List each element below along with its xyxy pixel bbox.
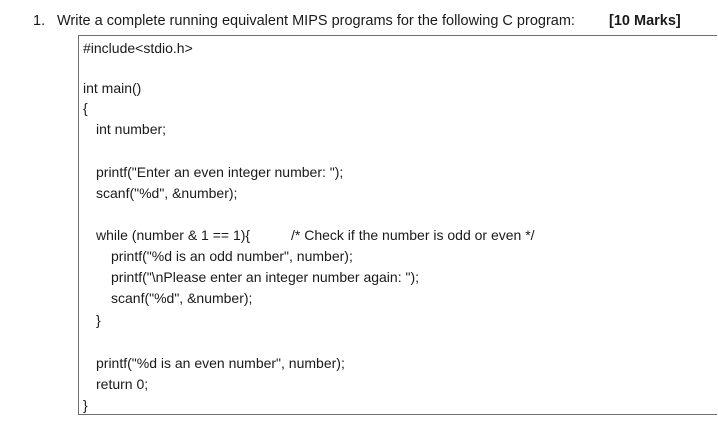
code-scanf-first: scanf("%d", &number); — [96, 185, 238, 201]
code-box — [78, 35, 717, 415]
code-open-brace: { — [83, 100, 88, 116]
code-while-header: while (number & 1 == 1){ — [96, 227, 251, 243]
code-include: #include<stdio.h> — [83, 40, 193, 56]
question-header — [0, 10, 718, 32]
code-printf-again: printf("\nPlease enter an integer number again: "); — [111, 269, 419, 285]
code-printf-odd: printf("%d is an odd number", number); — [111, 248, 353, 264]
code-scanf-loop: scanf("%d", &number); — [111, 290, 253, 306]
question-number: 1. — [33, 13, 46, 29]
question-text: Write a complete running equivalent MIPS programs for the following C program: — [57, 13, 575, 29]
code-printf-prompt: printf("Enter an even integer number: "); — [96, 164, 344, 180]
question-marks: [10 Marks] — [609, 13, 681, 29]
code-while-close: } — [96, 312, 101, 328]
code-close-brace: } — [83, 397, 88, 413]
code-while-comment: /* Check if the number is odd or even */ — [291, 227, 535, 243]
code-printf-even: printf("%d is an even number", number); — [96, 355, 345, 371]
code-return: return 0; — [96, 376, 149, 392]
code-main-signature: int main() — [83, 80, 142, 96]
code-declaration: int number; — [96, 121, 167, 137]
